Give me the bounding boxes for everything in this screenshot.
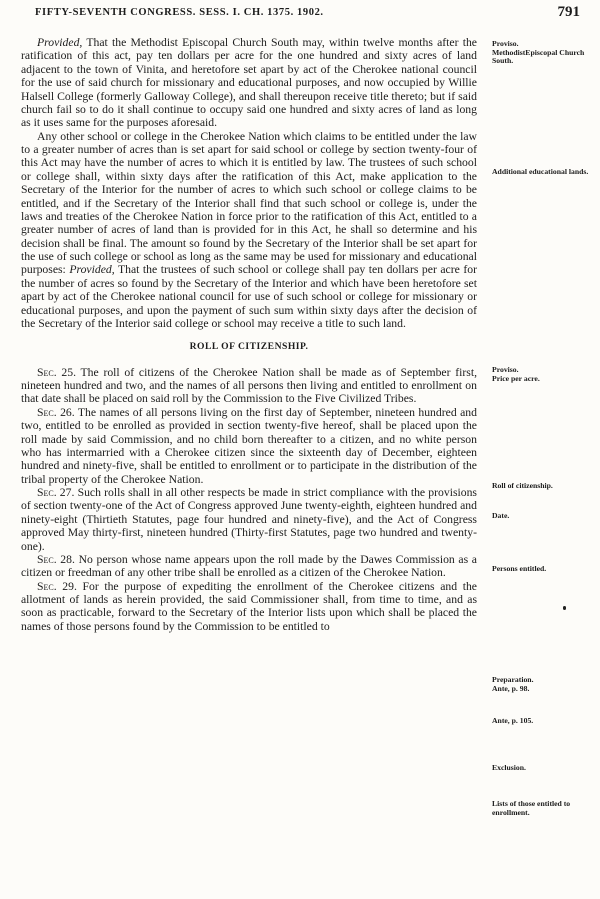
main-text-column (21, 36, 477, 633)
margin-note-lists-to-enrollment: Lists of those entitled to enrollment. (492, 799, 571, 817)
section-27: Sec. 27. Such rolls shall in all other respects be made in strict compliance with the provisions of section twenty-one of the Act of Congress approved June twenty-eighth, eighteen hundred and ninety-eight (Thirtieth Statutes, page four hundred and ninety-five), and the Act of Congress approved May thirty-first, nineteen hundred (Thirty-first Statutes, page two hundred and twenty-one). (21, 486, 477, 553)
section-heading: ROLL OF CITIZENSHIP. (189, 341, 309, 353)
margin-note-persons-entitled: Persons entitled. (492, 564, 547, 573)
section-label: Sec. 26. (37, 405, 75, 419)
section-29: Sec. 29. For the purpose of expediting the enrollment of the Cherokee citizens and the allotment of lands as herein provided, the said Commissioner shall, from time to time, and as soon as practicable, forward to the Secretary of the Interior lists upon which shall be placed the names of those persons found by the Commission to be entitled to (21, 579, 477, 633)
proviso-keyword: Provided, (69, 263, 115, 277)
margin-note-date: Date. (492, 511, 510, 520)
ink-speck (563, 606, 566, 610)
section-label: Sec. 25. (37, 365, 76, 379)
margin-note-proviso-methodist: Proviso. MethodistEpiscopal Church South. (492, 39, 585, 66)
margin-note-preparation: Preparation. Ante, p. 98. (492, 675, 534, 693)
section-label: Sec. 28. (37, 552, 75, 566)
margin-note-proviso-price: Proviso. Price per acre. (492, 365, 540, 383)
page-header (35, 3, 580, 21)
section-25: Sec. 25. The roll of citizens of the Cherokee Nation shall be made as of September first, nineteen hundred and two, and the names of all persons then living and entitled to enrollment on that date shall be placed on said roll by the Commission to the Five Civilized Tribes. (21, 365, 477, 406)
margin-note-exclusion: Exclusion. (492, 763, 526, 772)
proviso-keyword: Provided, (37, 36, 83, 49)
section-28: Sec. 28. No person whose name appears upon the roll made by the Dawes Commission as a citizen or freedman of any other tribe shall be enrolled as a citizen of the Cherokee Nation. (21, 552, 477, 580)
margin-note-roll-of-citizenship: Roll of citizenship. (492, 481, 553, 490)
additional-lands-paragraph: Any other school or college in the Cherokee Nation which claims to be entitled under the law to a greater number of acres than is set apart for said school or college by section twenty-four of this Act may have the number of acres to which it is entitled by law. The trustees of such school or college shall, within sixty days after the ratification of this Act, make application to the Secretary of the Interior for the number of acres to which such school or college claims to be entitled, and if the Secretary of the Interior shall find that such school or college is, under the laws and treaties of the Cherokee Nation in force prior to the ratification of this Act, entitled to a greater number of acres of land than is provided for in this Act, he shall so determine and his decision shall be final. The amount so found by the Secretary of the Interior shall be set apart for the use of such college or school as long as the same may be used for missionary and educational purposes: Provided, That the trustees of such school or college shall pay ten dollars per acre for the number of acres so found by the Secretary of the Interior and which have been heretofore set apart by act of the Cherokee national council for use of such school or college for missionary or educational purposes, and upon the payment of such sum within sixty days after the decision of the Secretary of the Interior said college or school may receive a title to such land. (21, 129, 477, 330)
margin-note-additional-lands: Additional educational lands. (492, 167, 589, 176)
running-title: FIFTY-SEVENTH CONGRESS. SESS. I. CH. 1375. 1902. (35, 7, 324, 18)
proviso-methodist-paragraph: Provided, That the Methodist Episcopal Church South may, within twelve months after the ratification of this act, pay ten dollars per acre for the one hundred and sixty acres of land adjacent to the town of Vinita, and heretofore set apart by act of the Cherokee national council for the use of said church for missionary and educational purposes, and now occupied by Willie Halsell College (formerly Galloway College), and shall thereupon receive title thereto; but if said church fail so to do it shall continue to occupy said one hundred and sixty acres of land as long as it uses same for the purposes aforesaid. (21, 36, 477, 130)
section-label: Sec. 27. (37, 486, 75, 499)
page-number: 791 (557, 4, 580, 20)
section-26: Sec. 26. The names of all persons living on the first day of September, nineteen hundred and two, entitled to be enrolled as provided in section twenty-five hereof, shall be placed upon the roll made by said Commission, and no child born thereafter to a citizen, and no white person who has intermarried with a Cherokee citizen since the sixteenth day of December, eighteen hundred and ninety-five, shall be entitled to enrollment or to participate in the distribution of the tribal property of the Cherokee Nation. (21, 405, 477, 486)
section-label: Sec. 29. (37, 579, 77, 593)
margin-note-ante-105: Ante, p. 105. (492, 716, 534, 725)
